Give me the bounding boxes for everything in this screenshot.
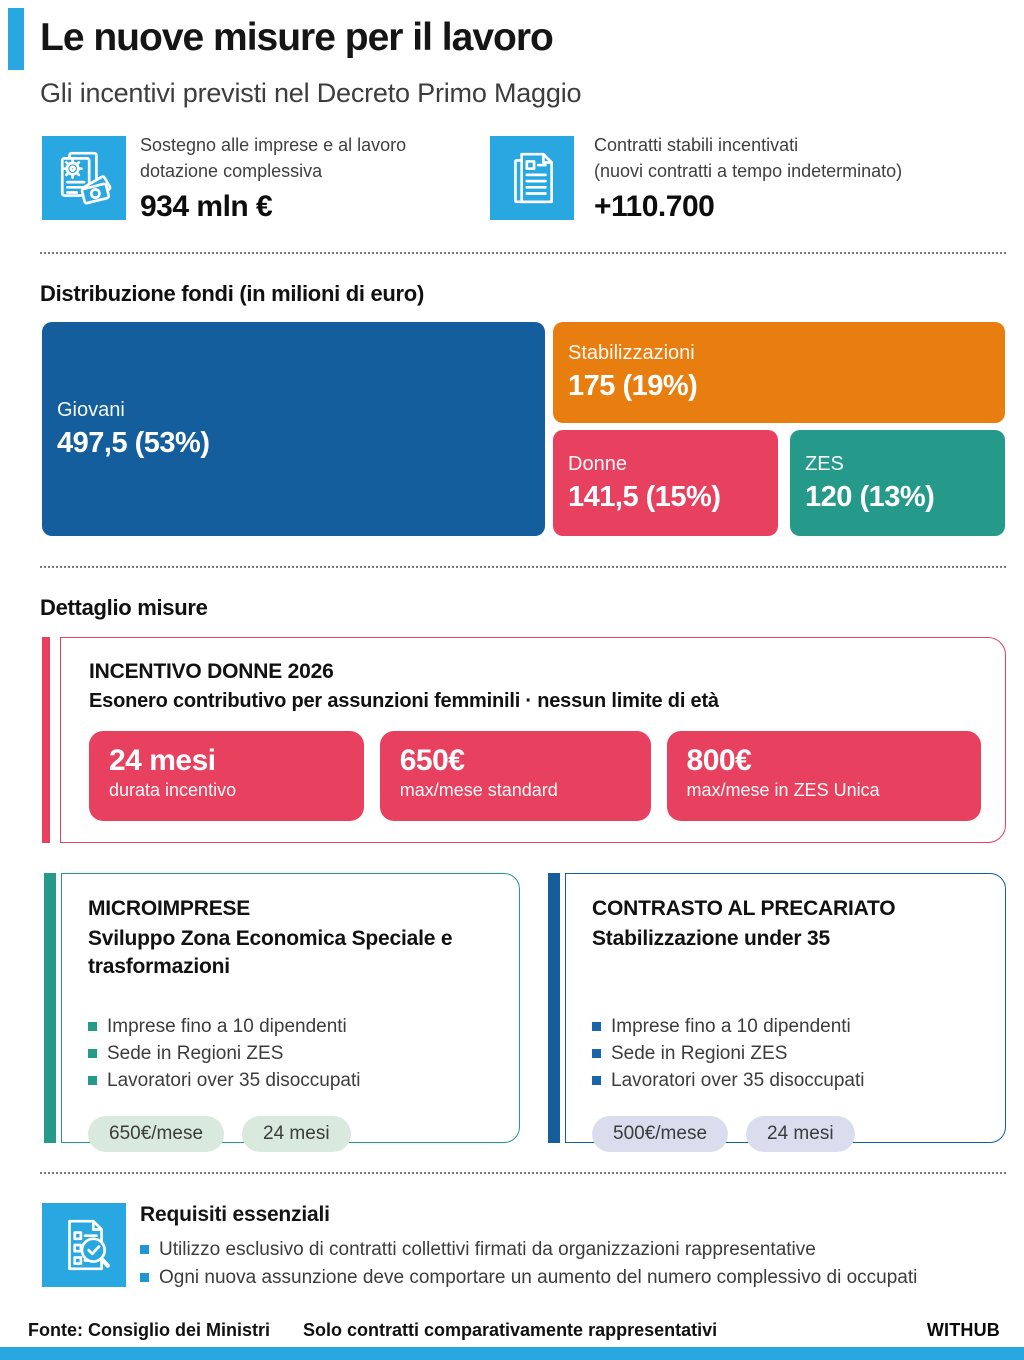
- withub-logo: WITHUB: [926, 1320, 1000, 1340]
- tag-row: [88, 1116, 495, 1152]
- block-value: 24 mesi: [109, 744, 216, 777]
- card-subtitle: Esonero contributivo per assunzioni femminili · nessun limite di età: [89, 690, 719, 712]
- square-bullet-icon: [88, 1049, 97, 1058]
- list-item: [88, 1040, 495, 1067]
- card-title: CONTRASTO AL PRECARIATO: [592, 897, 896, 920]
- documents-money-icon: [42, 136, 126, 220]
- bullet-text: Lavoratori over 35 disoccupati: [107, 1070, 361, 1091]
- microimprese-card-body: [61, 873, 520, 1143]
- block-value: 650€: [399, 744, 465, 777]
- contrasto-precariato-card: [548, 873, 1006, 1143]
- incentivo-blocks: [89, 731, 981, 821]
- block-value: 800€: [686, 744, 752, 777]
- block-label: max/mese standard: [399, 780, 558, 800]
- list-item: [88, 1013, 495, 1040]
- amount-pill: 500€/mese: [592, 1116, 728, 1152]
- list-item: [592, 1067, 981, 1094]
- distribution-heading: Distribuzione fondi (in milioni di euro): [40, 281, 424, 306]
- list-item: [88, 1067, 495, 1094]
- contract-document-icon: [490, 136, 574, 220]
- treemap-block-stabilizzazioni: [553, 322, 1005, 423]
- card-head: [88, 897, 495, 1005]
- title-accent-bar: [8, 8, 24, 70]
- treemap-value: 120 (13%): [805, 480, 935, 513]
- treemap-label: Donne: [568, 452, 627, 475]
- stat-value: 934 mln €: [140, 190, 273, 223]
- bullet-text: Lavoratori over 35 disoccupati: [611, 1070, 865, 1091]
- page-subtitle: Gli incentivi previsti nel Decreto Primo Maggio: [40, 78, 582, 108]
- stat-contratti: [594, 132, 1014, 224]
- card-accent-bar: [42, 637, 50, 843]
- stat-value: +110.700: [594, 190, 715, 223]
- document-check-magnifier-icon: [54, 1215, 114, 1275]
- requirements-heading: Requisiti essenziali: [140, 1203, 330, 1226]
- detail-heading: Dettaglio misure: [40, 595, 208, 620]
- bullet-text: Imprese fino a 10 dipendenti: [611, 1016, 851, 1037]
- stat-line: Sostegno alle imprese e al lavoro: [140, 135, 407, 155]
- incentivo-block-zes: [667, 731, 981, 821]
- card-head: [592, 897, 981, 1005]
- footer-source: Fonte: Consiglio dei Ministri: [28, 1320, 270, 1340]
- block-label: max/mese in ZES Unica: [686, 780, 880, 800]
- treemap-value: 141,5 (15%): [568, 480, 721, 513]
- treemap-value: 497,5 (53%): [57, 426, 210, 459]
- treemap-label: Giovani: [57, 398, 125, 421]
- treemap-block-zes: [790, 430, 1005, 536]
- card-title: INCENTIVO DONNE 2026: [89, 660, 334, 683]
- list-item: [592, 1040, 981, 1067]
- duration-pill: 24 mesi: [746, 1116, 855, 1152]
- square-bullet-icon: [88, 1076, 97, 1085]
- square-bullet-icon: [140, 1245, 149, 1254]
- dotted-divider: [40, 252, 1006, 254]
- treemap-value: 175 (19%): [568, 370, 698, 402]
- contrasto-precariato-card-body: [565, 873, 1006, 1143]
- duration-pill: 24 mesi: [242, 1116, 351, 1152]
- bullet-text: Ogni nuova assunzione deve comportare un aumento del numero complessivo di occupati: [159, 1267, 918, 1288]
- square-bullet-icon: [88, 1022, 97, 1031]
- block-label: durata incentivo: [109, 780, 237, 800]
- incentivo-block-durata: [89, 731, 364, 821]
- page-title: Le nuove misure per il lavoro: [40, 16, 553, 59]
- dotted-divider: [40, 566, 1006, 568]
- card-subtitle: Sviluppo Zona Economica Speciale e trasformazioni: [88, 927, 453, 978]
- contract-document-icon: [502, 148, 562, 208]
- list-item: [592, 1013, 981, 1040]
- list-item: [140, 1236, 917, 1264]
- stat-line: Contratti stabili incentivati: [594, 135, 799, 155]
- stat-line: (nuovi contratti a tempo indeterminato): [594, 161, 903, 181]
- bullet-list: [88, 1013, 495, 1094]
- bullet-text: Utilizzo esclusivo di contratti collettivi firmati da organizzazioni rappresentative: [159, 1239, 816, 1260]
- card-accent-bar: [44, 873, 56, 1143]
- square-bullet-icon: [592, 1022, 601, 1031]
- bullet-text: Sede in Regioni ZES: [611, 1043, 788, 1064]
- funds-treemap: [42, 322, 1005, 536]
- square-bullet-icon: [140, 1273, 149, 1282]
- bullet-list: [592, 1013, 981, 1094]
- microimprese-card: [44, 873, 520, 1143]
- stat-line: dotazione complessiva: [140, 161, 323, 181]
- treemap-label: Stabilizzazioni: [568, 342, 695, 364]
- requirements-list: [140, 1236, 917, 1292]
- treemap-block-giovani: [42, 322, 545, 536]
- square-bullet-icon: [592, 1076, 601, 1085]
- treemap-block-donne: [553, 430, 778, 536]
- dotted-divider: [40, 1172, 1006, 1174]
- documents-money-icon: [54, 148, 114, 208]
- list-item: [140, 1264, 917, 1292]
- incentivo-donne-card: [42, 637, 1006, 843]
- incentivo-donne-card-body: [60, 637, 1006, 843]
- card-accent-bar: [548, 873, 560, 1143]
- bullet-text: Imprese fino a 10 dipendenti: [107, 1016, 347, 1037]
- bullet-text: Sede in Regioni ZES: [107, 1043, 284, 1064]
- footer-note: Solo contratti comparativamente rappresentativi: [303, 1320, 718, 1340]
- bottom-accent-bar: [0, 1347, 1024, 1360]
- tag-row: [592, 1116, 981, 1152]
- card-subtitle: Stabilizzazione under 35: [592, 927, 830, 950]
- document-check-magnifier-icon: [42, 1203, 126, 1287]
- square-bullet-icon: [592, 1049, 601, 1058]
- amount-pill: 650€/mese: [88, 1116, 224, 1152]
- treemap-label: ZES: [805, 452, 844, 475]
- card-title: MICROIMPRESE: [88, 897, 251, 920]
- incentivo-block-standard: [380, 731, 651, 821]
